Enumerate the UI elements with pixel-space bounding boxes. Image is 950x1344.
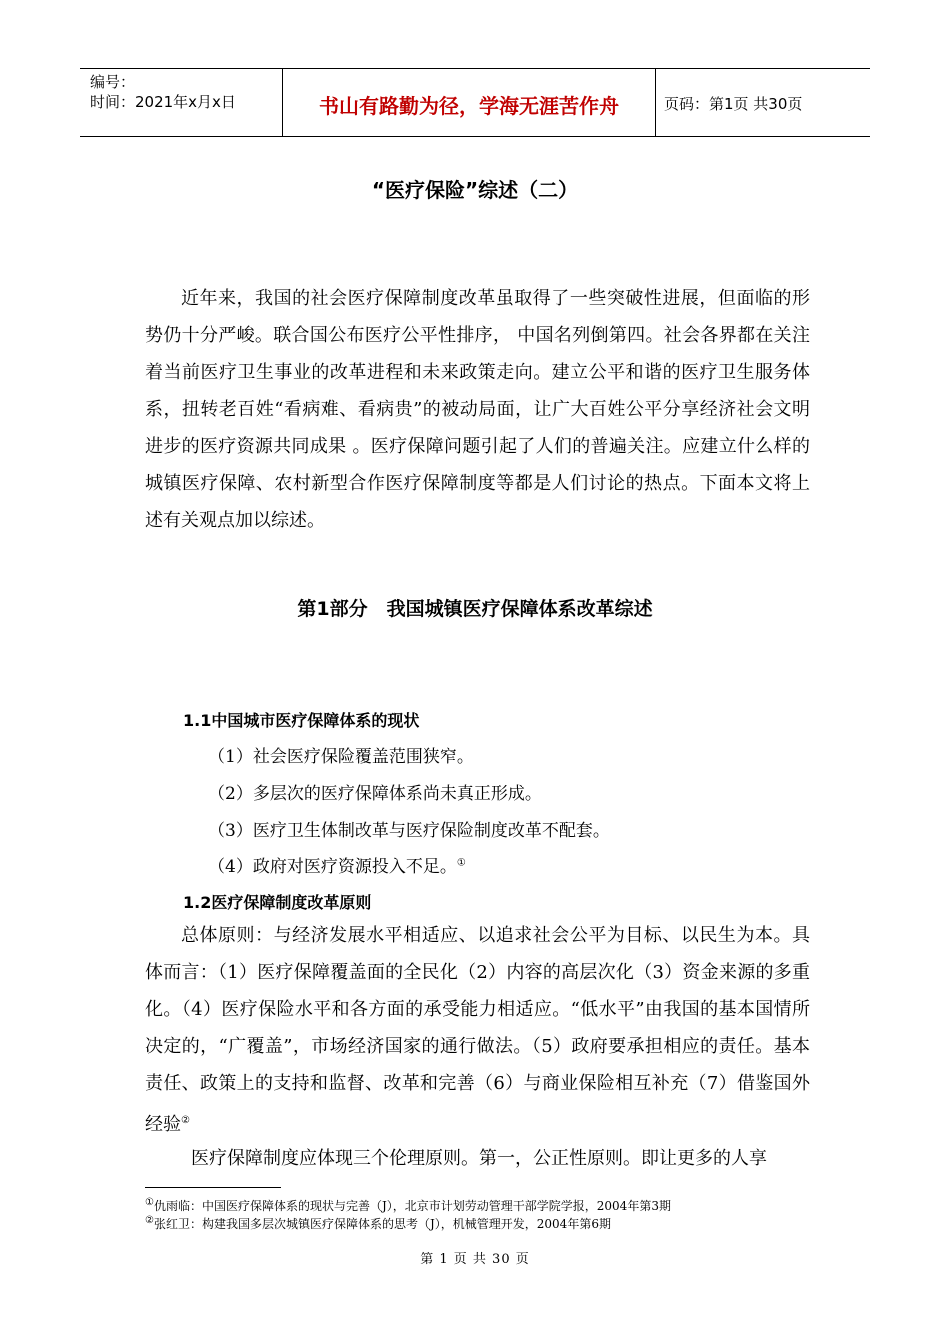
list-item: （2）多层次的医疗保障体系尚未真正形成。: [208, 784, 542, 804]
list-item: （3）医疗卫生体制改革与医疗保险制度改革不配套。: [208, 821, 610, 841]
part-1-title: 第1部分 我国城镇医疗保障体系改革综述: [297, 598, 653, 620]
list-item: [208, 852, 466, 877]
intro-text: 近年来，我国的社会医疗保障制度改革虽取得了一些突破性进展，但面临的形势仍十分严峻。联合国公布医疗公平性排序， 中国名列倒第四。社会各界都在关注着当前医疗卫生事业的改革进程和未来政策走向。建立公平和谐的医疗卫生服务体系，扭转老百姓“看病难、看病贵”的被动局面，让广大百姓公平分享经济社会文明进步的医疗资源共同成果 。医疗保障问题引起了人们的普遍关注。应建立什么样的城镇医疗保障、农村新型合作医疗保障制度等都是人们讨论的热点。下面本文将上述有关观点加以综述。: [145, 288, 810, 531]
principles-paragraph: [145, 917, 810, 1143]
footnote-separator: [145, 1187, 281, 1188]
footnote-text: 仇雨临：中国医疗保障体系的现状与完善（J），北京市计划劳动管理干部学院学报，2004年第3期: [153, 1199, 671, 1213]
ethics-paragraph: [145, 1140, 810, 1177]
footnote-ref: ①: [456, 857, 466, 869]
section-1-2-heading: 1.2医疗保障制度改革原则: [183, 893, 372, 912]
footnote-ref: ②: [181, 1115, 190, 1126]
list-item-text: （4）政府对医疗资源投入不足。: [208, 857, 457, 877]
header-divider: [655, 68, 656, 136]
number-label: 编号：: [90, 73, 136, 91]
header-bottom-line: [80, 136, 870, 137]
header-motto: 书山有路勤为径，学海无涯苦作舟: [319, 94, 619, 118]
header-page-info: 页码：第1页 共30页: [664, 95, 803, 113]
footnote-mark: ①: [145, 1197, 154, 1208]
principles-text: 总体原则：与经济发展水平相适应、以追求社会公平为目标、以民生为本。具体而言：（1）医疗保障覆盖面的全民化（2）内容的高层次化（3）资金来源的多重化。（4）医疗保险水平和各方面的承受能力相适应。“低水平”由我国的基本国情所决定的，“广覆盖”，市场经济国家的通行做法。（5）政府要承担相应的责任。基本责任、政策上的支持和监督、改革和完善（6）与商业保险相互补充（7）借鉴国外经验: [145, 925, 810, 1135]
page-footer: 第 1 页 共 30 页: [420, 1252, 530, 1267]
document-title: “医疗保险”综述（二）: [371, 178, 579, 202]
ethics-text: 医疗保障制度应体现三个伦理原则。第一，公正性原则。即让更多的人享: [191, 1148, 767, 1169]
footnote-mark: ②: [145, 1215, 154, 1226]
list-item: （1）社会医疗保险覆盖范围狭窄。: [208, 747, 474, 767]
time-label: 时间：2021年x月x日: [90, 93, 236, 111]
header-top-line: [80, 68, 870, 69]
header-left-cell: [90, 72, 236, 112]
header-divider: [282, 68, 283, 136]
section-1-1-heading: 1.1中国城市医疗保障体系的现状: [183, 711, 420, 730]
footnote: [145, 1212, 611, 1233]
principles-content: [145, 917, 810, 1143]
intro-paragraph: [145, 280, 810, 539]
footnote-text: 张红卫：构建我国多层次城镇医疗保障体系的思考（J），机械管理开发，2004年第6期: [153, 1217, 611, 1231]
